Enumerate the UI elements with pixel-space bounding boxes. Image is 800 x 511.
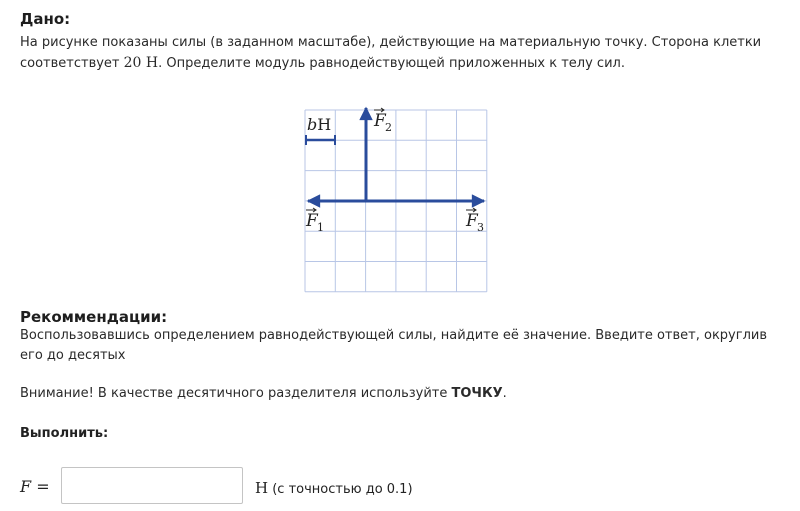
scale-value: 20 Н (123, 55, 159, 71)
decimal-warning (20, 384, 790, 404)
force-diagram (300, 100, 490, 295)
answer-label (20, 477, 50, 496)
force-label-f3 (465, 208, 484, 234)
answer-variable: F (20, 477, 32, 496)
answer-equals: = (36, 477, 50, 496)
force-label-f1 (305, 208, 324, 234)
recommendations-heading: Рекоммендации: (20, 308, 168, 326)
answer-input[interactable] (61, 467, 243, 504)
precision-note: (с точностью до 0.1) (272, 482, 413, 497)
answer-unit (255, 479, 413, 497)
svg-text:1: 1 (317, 221, 324, 234)
given-text-part1: На рисунке показаны силы (в заданном масштабе), действующие на материальную точку. Сторона клетки соответствует (20, 35, 762, 71)
warning-prefix: Внимание! В качестве десятичного разделителя используйте (20, 386, 452, 401)
warning-suffix: . (502, 386, 507, 401)
svg-text:F: F (374, 111, 386, 131)
svg-text:F: F (466, 211, 478, 231)
scale-label: bН (307, 115, 332, 134)
recommendations-text: Воспользовавшись определением равнодействующей силы, найдите её значение. Введите ответ, округлив его до десятых (20, 328, 768, 363)
unit-symbol: Н (255, 479, 269, 497)
given-heading: Дано: (20, 10, 71, 28)
scale-bar (306, 135, 335, 145)
svg-text:2: 2 (385, 121, 392, 134)
given-text-part2: . Определите модуль равнодействующей приложенных к телу сил. (158, 56, 625, 71)
run-label: Выполнить: (20, 426, 109, 441)
svg-text:3: 3 (477, 221, 484, 234)
force-label-f2 (373, 108, 392, 134)
given-text (20, 33, 790, 74)
warning-bold: ТОЧКУ (451, 386, 503, 401)
svg-text:F: F (306, 211, 318, 231)
